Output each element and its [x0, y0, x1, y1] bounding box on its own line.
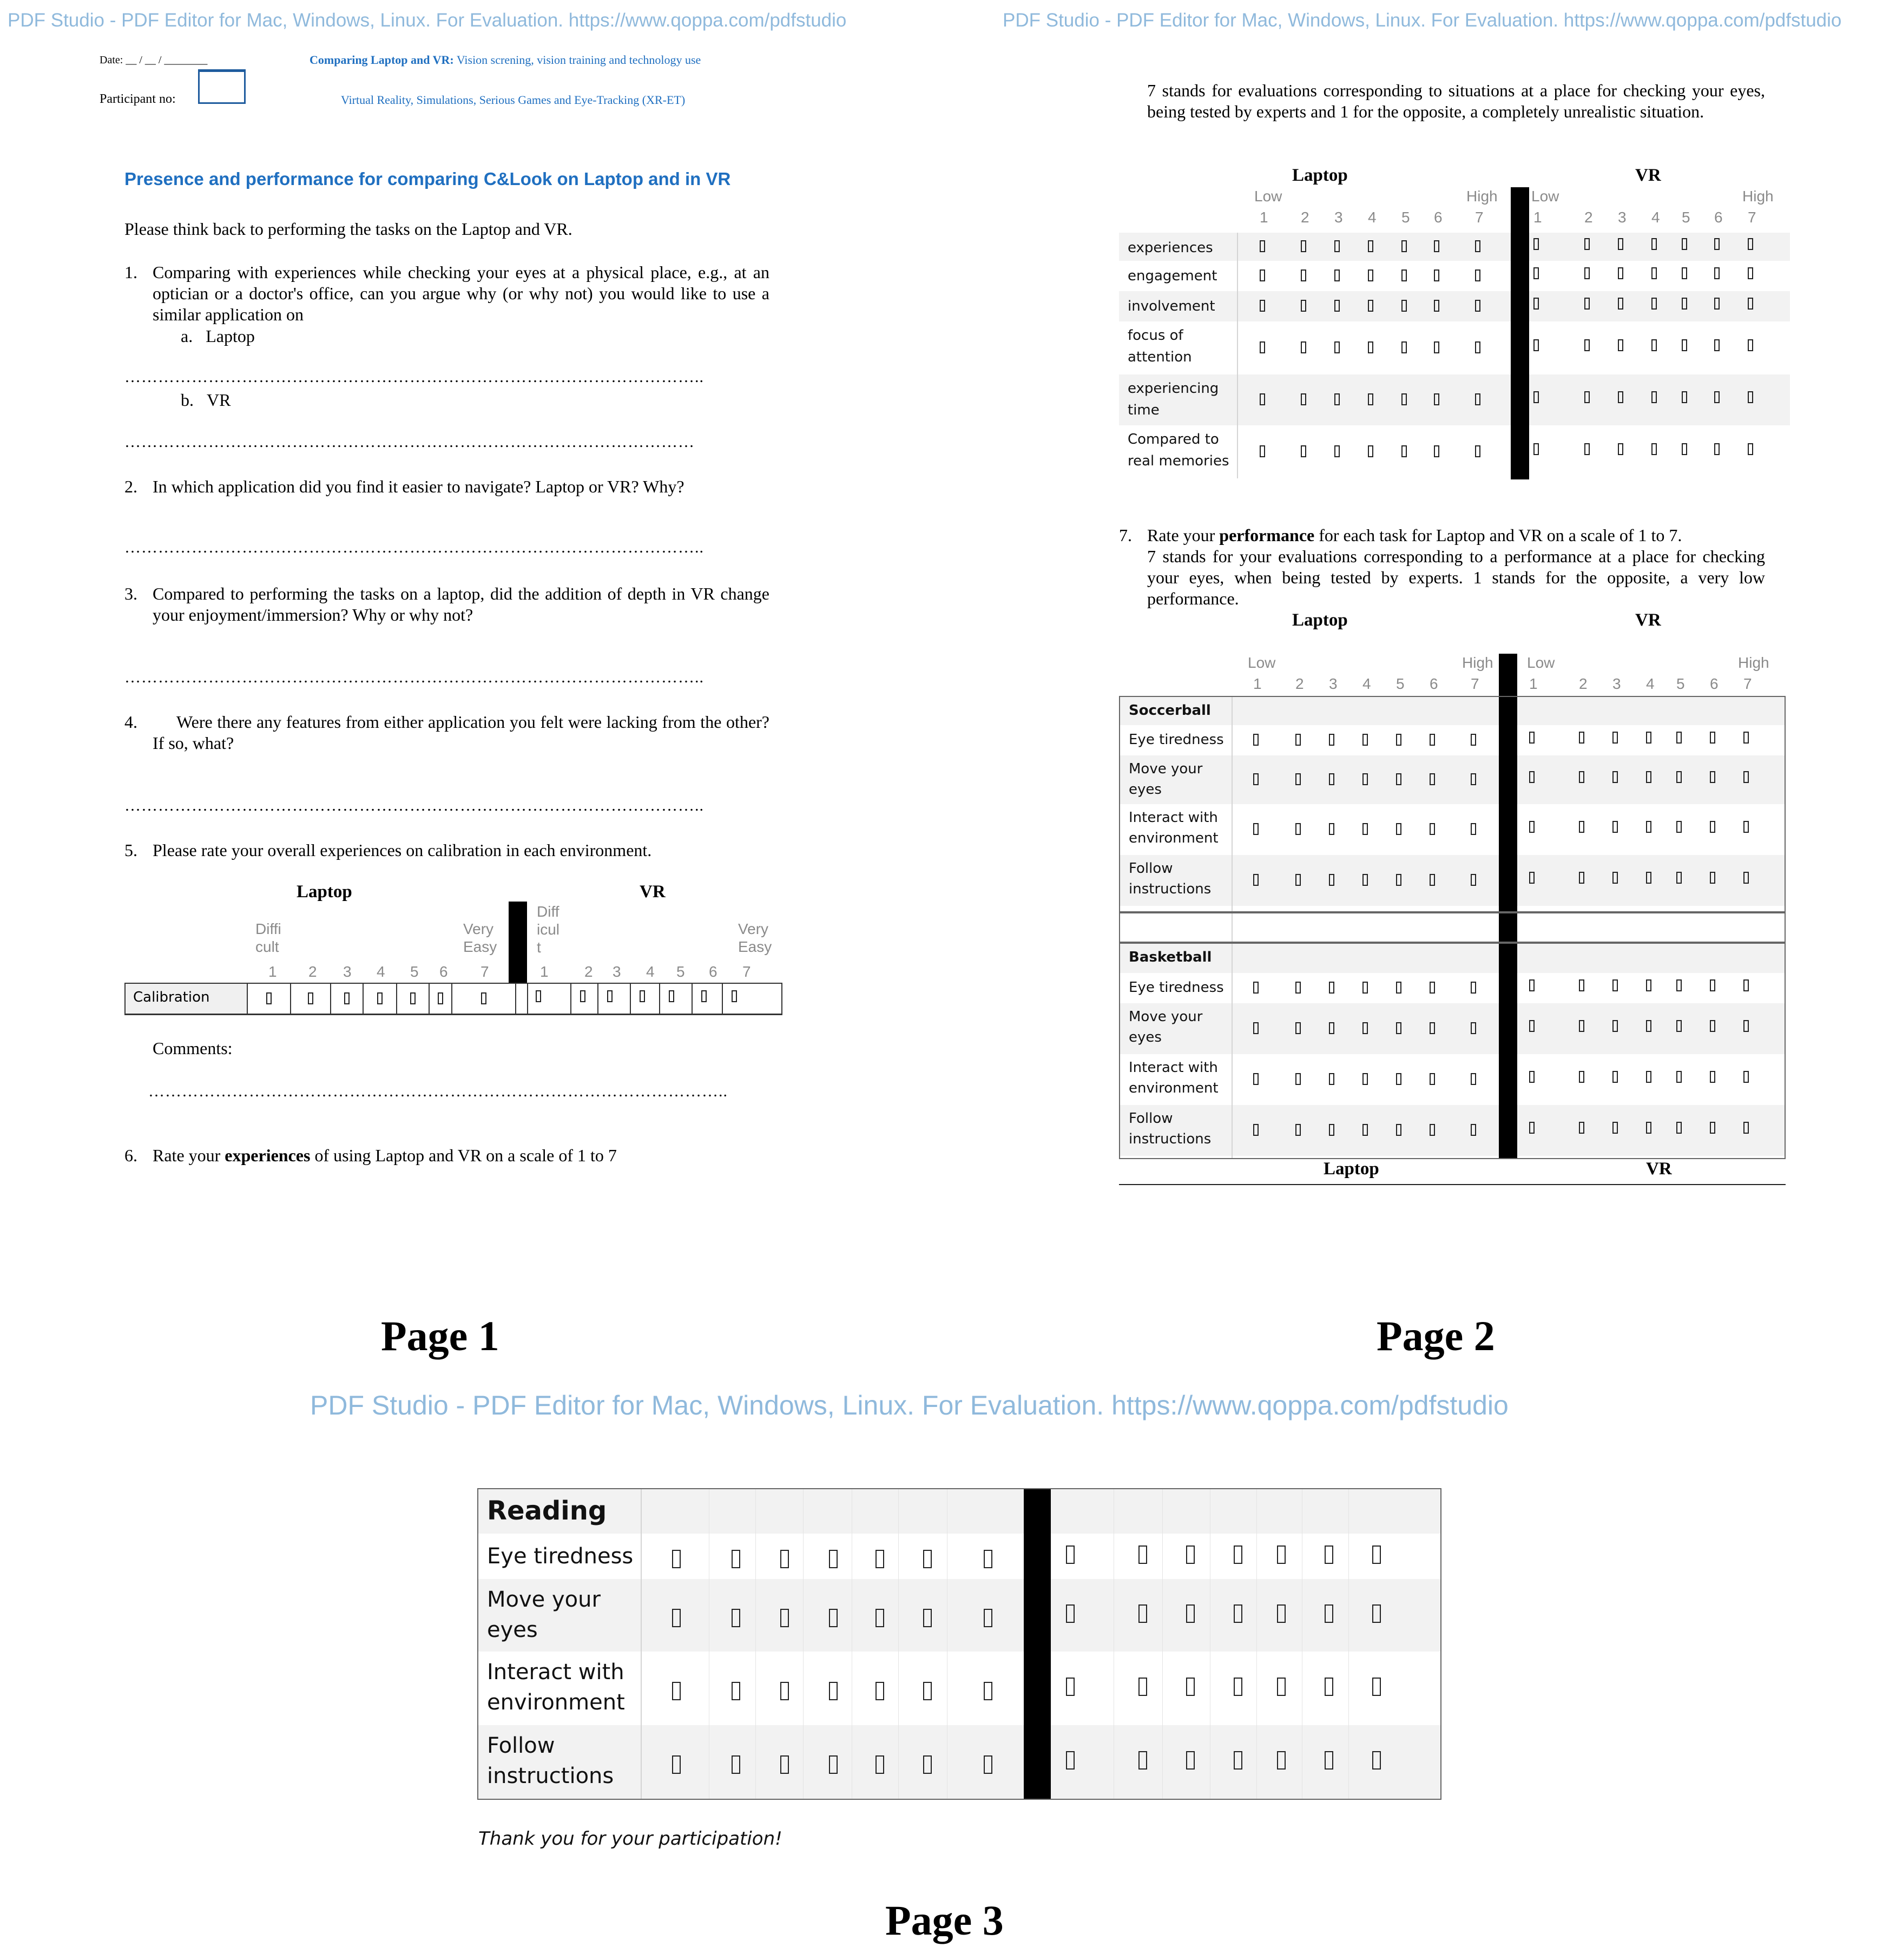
vr-low-label: Low — [1531, 188, 1559, 205]
question-3 — [124, 583, 769, 626]
checkbox-icon[interactable] — [1368, 393, 1373, 405]
calibration-laptop-cell[interactable] — [248, 984, 291, 1014]
vr-scale-1: 1 — [1529, 675, 1538, 692]
experience-laptop-heading: Laptop — [1292, 166, 1348, 185]
checkbox-icon[interactable] — [1618, 298, 1623, 310]
laptop-scale-4: 4 — [1362, 675, 1371, 692]
calibration-vr-cell[interactable] — [723, 984, 782, 1014]
performance-footer-vr: VR — [1646, 1159, 1672, 1179]
vr-high-label: High — [1738, 654, 1769, 671]
question-4 — [124, 712, 769, 754]
task-row-label: Eye tiredness — [1129, 979, 1224, 996]
checkbox-icon[interactable] — [410, 992, 416, 1004]
participant-label: Participant no: — [100, 92, 176, 106]
vr-scale-3: 3 — [1612, 675, 1621, 692]
checkbox-icon[interactable] — [669, 990, 674, 1002]
question-1b — [181, 390, 231, 411]
checkbox-icon[interactable] — [1475, 445, 1480, 457]
laptop-scale-5: 5 — [410, 963, 419, 980]
task-row-label: Move your eyes — [1129, 1009, 1203, 1045]
group-heading: Basketball — [1129, 949, 1212, 965]
question-1 — [124, 262, 769, 325]
checkbox-icon[interactable] — [1334, 240, 1340, 252]
checkbox-icon[interactable] — [1533, 238, 1539, 250]
answer-line-2[interactable]: ………………………………………………………………………………………….. — [124, 538, 704, 556]
question-text: Comparing with experiences while checking your eyes at a physical place, e.g., at an optician or a doctor's office, can you argue why (or why not) you would like to use a similar application on — [153, 262, 769, 324]
question-number: 3. — [124, 584, 137, 603]
watermark-page1: PDF Studio - PDF Editor for Mac, Windows, Linux. For Evaluation. https://www.qoppa.com/pdfstudio — [8, 10, 847, 31]
task-row-label: Interact with environment — [1129, 810, 1219, 846]
vr-scale-2: 2 — [1579, 675, 1588, 692]
task-row-label: Follow instructions — [1129, 1110, 1212, 1147]
checkbox-icon[interactable] — [1682, 443, 1687, 455]
calibration-vr-cell[interactable] — [598, 984, 631, 1014]
question-text: Please rate your overall experiences on calibration in each environment. — [153, 840, 652, 860]
laptop-low-label: Diffi cult — [255, 920, 281, 955]
vr-scale-4: 4 — [646, 963, 655, 980]
question-number: 4. — [124, 712, 137, 732]
laptop-low-label: Low — [1248, 654, 1276, 671]
watermark-page3: PDF Studio - PDF Editor for Mac, Windows, Linux. For Evaluation. https://www.qoppa.com/pdfstudio — [310, 1390, 1509, 1420]
calibration-table — [124, 983, 782, 1015]
vr-low-label: Low — [1527, 654, 1555, 671]
laptop-scale-4: 4 — [377, 963, 385, 980]
question-7-detail: 7 stands for your evaluations corresponding to a performance at a place for checking your eyes, when being tested by experts. 1 stands for the opposite, a very low performance. — [1147, 547, 1765, 608]
performance-footer-line — [1119, 1184, 1786, 1185]
sub-text: Laptop — [206, 326, 255, 346]
checkbox-icon[interactable] — [1651, 238, 1657, 250]
checkbox-icon[interactable] — [1584, 298, 1590, 310]
laptop-scale-3: 3 — [1329, 675, 1338, 692]
question-7 — [1119, 525, 1765, 609]
table-border — [1119, 912, 1786, 943]
vr-scale-6: 6 — [1714, 209, 1723, 226]
checkbox-icon[interactable] — [1748, 391, 1753, 403]
checkbox-icon[interactable] — [701, 990, 707, 1002]
page-2-label: Page 2 — [1377, 1312, 1495, 1359]
thanks-text: Thank you for your participation! — [478, 1828, 782, 1850]
checkbox-icon[interactable] — [1475, 240, 1480, 252]
watermark-page2: PDF Studio - PDF Editor for Mac, Windows, Linux. For Evaluation. https://www.qoppa.com/pdfstudio — [1003, 10, 1842, 31]
laptop-vr-separator — [1511, 187, 1529, 479]
checkbox-icon[interactable] — [438, 992, 443, 1004]
vr-scale-7: 7 — [742, 963, 751, 980]
answer-line-4[interactable]: ………………………………………………………………………………………….. — [124, 797, 704, 814]
checkbox-icon[interactable] — [1533, 443, 1539, 455]
question-number: 1. — [124, 262, 137, 282]
answer-line-1a[interactable]: ………………………………………………………………………………………….. — [124, 368, 704, 386]
checkbox-icon[interactable] — [1301, 341, 1306, 353]
checkbox-icon[interactable] — [1682, 298, 1687, 310]
checkbox-icon[interactable] — [1334, 341, 1340, 353]
checkbox-icon[interactable] — [1714, 238, 1720, 250]
task-row-label: Follow instructions — [487, 1733, 614, 1788]
checkbox-icon[interactable] — [1584, 391, 1590, 403]
experience-row-label: Compared to real memories — [1128, 431, 1229, 469]
question-1a — [181, 326, 255, 347]
checkbox-icon[interactable] — [1748, 339, 1753, 351]
laptop-high-label: Very Easy — [463, 920, 497, 955]
checkbox-icon[interactable] — [1748, 267, 1753, 279]
question-6-continued: 7 stands for evaluations corresponding to situations at a place for checking your eyes, being tested by experts and 1 for the opposite, a completely unrealistic situation. — [1147, 81, 1765, 121]
checkbox-icon[interactable] — [536, 990, 541, 1002]
performance-laptop-heading: Laptop — [1292, 610, 1348, 630]
calibration-vr-heading: VR — [640, 882, 666, 902]
laptop-scale-6: 6 — [439, 963, 448, 980]
checkbox-icon[interactable] — [1748, 443, 1753, 455]
checkbox-icon[interactable] — [481, 992, 486, 1004]
vr-scale-5: 5 — [676, 963, 685, 980]
laptop-high-label: High — [1462, 654, 1493, 671]
sub-number: a. — [181, 326, 193, 346]
checkbox-icon[interactable] — [1368, 240, 1373, 252]
question-6 — [124, 1145, 769, 1166]
laptop-scale-7: 7 — [1475, 209, 1484, 226]
checkbox-icon[interactable] — [1368, 445, 1373, 457]
checkbox-icon[interactable] — [308, 992, 313, 1004]
calibration-row-label: Calibration — [133, 989, 210, 1005]
question-number: 6. — [124, 1146, 137, 1165]
checkbox-icon[interactable] — [1301, 393, 1306, 405]
checkbox-icon[interactable] — [1434, 300, 1439, 312]
laptop-scale-3: 3 — [343, 963, 352, 980]
question-text: Were there any features from either application you felt were lacking from the other? If so, what? — [153, 712, 769, 753]
checkbox-icon[interactable] — [1682, 391, 1687, 403]
table-border — [1119, 696, 1786, 912]
page-title: Presence and performance for comparing C&Look on Laptop and in VR — [124, 169, 731, 189]
checkbox-icon[interactable] — [1584, 443, 1590, 455]
q7-text-pre: Rate your — [1147, 525, 1215, 545]
calibration-separator — [509, 902, 527, 983]
question-number: 7. — [1119, 525, 1132, 545]
vr-scale-6: 6 — [709, 963, 717, 980]
checkbox-icon[interactable] — [1584, 339, 1590, 351]
checkbox-icon[interactable] — [1651, 391, 1657, 403]
checkbox-icon[interactable] — [1533, 339, 1539, 351]
question-text: Compared to performing the tasks on a laptop, did the addition of depth in VR change your enjoyment/immersion? Why or why not? — [153, 584, 769, 624]
task-row-label: Interact with environment — [1129, 1060, 1219, 1096]
page-1-label: Page 1 — [381, 1312, 499, 1359]
laptop-scale-5: 5 — [1396, 675, 1405, 692]
question-text — [153, 1145, 769, 1166]
header-title-rest: Vision screning, vision training and technology use — [456, 53, 701, 67]
laptop-scale-2: 2 — [308, 963, 317, 980]
checkbox-icon[interactable] — [1651, 443, 1657, 455]
sub-text: VR — [207, 390, 231, 410]
vr-scale-3: 3 — [613, 963, 621, 980]
vr-scale-1: 1 — [1533, 209, 1542, 226]
q7-text-post: for each task for Laptop and VR on a scale of 1 to 7. — [1319, 525, 1682, 545]
question-text — [1147, 525, 1765, 546]
task-row-label: Interact with environment — [487, 1660, 625, 1715]
vr-scale-2: 2 — [584, 963, 593, 980]
checkbox-icon[interactable] — [1434, 393, 1439, 405]
checkbox-icon[interactable] — [1260, 269, 1265, 281]
checkbox-icon[interactable] — [1475, 269, 1480, 281]
vr-scale-5: 5 — [1682, 209, 1690, 226]
calibration-vr-cell[interactable] — [693, 984, 723, 1014]
checkbox-icon[interactable] — [1584, 238, 1590, 250]
header-subtitle: Virtual Reality, Simulations, Serious Games and Eye-Tracking (XR-ET) — [341, 93, 686, 107]
laptop-scale-1: 1 — [268, 963, 277, 980]
comments-label: Comments: — [153, 1038, 233, 1058]
header-title — [310, 53, 701, 67]
vr-scale-6: 6 — [1710, 675, 1719, 692]
vr-high-label: High — [1742, 188, 1774, 205]
checkbox-icon[interactable] — [1682, 339, 1687, 351]
checkbox-icon[interactable] — [1475, 341, 1480, 353]
task-row-label: Eye tiredness — [487, 1544, 634, 1569]
sub-number: b. — [181, 390, 194, 410]
experience-vr-heading: VR — [1635, 166, 1661, 185]
calibration-laptop-cell[interactable] — [430, 984, 452, 1014]
checkbox-icon[interactable] — [1401, 240, 1407, 252]
experience-row-label: engagement — [1128, 268, 1217, 284]
checkbox-icon[interactable] — [1748, 238, 1753, 250]
checkbox-icon[interactable] — [1301, 445, 1306, 457]
q6-text-bold: experiences — [225, 1146, 311, 1165]
laptop-low-label: Low — [1254, 188, 1282, 205]
checkbox-icon[interactable] — [344, 992, 350, 1004]
checkbox-icon[interactable] — [1651, 339, 1657, 351]
checkbox-icon[interactable] — [1401, 300, 1407, 312]
calibration-laptop-heading: Laptop — [297, 882, 352, 902]
vr-low-label: Diff icul t — [537, 903, 560, 956]
laptop-scale-1: 1 — [1260, 209, 1268, 226]
laptop-scale-5: 5 — [1401, 209, 1410, 226]
header-title-bold: Comparing Laptop and VR: — [310, 53, 454, 67]
task-row-label: Move your eyes — [1129, 761, 1203, 798]
calibration-laptop-cell[interactable] — [291, 984, 331, 1014]
group-heading: Soccerball — [1129, 702, 1211, 719]
checkbox-icon[interactable] — [1748, 298, 1753, 310]
checkbox-icon[interactable] — [1334, 445, 1340, 457]
checkbox-icon[interactable] — [580, 990, 585, 1002]
participant-number-field[interactable] — [198, 69, 246, 104]
checkbox-icon[interactable] — [732, 990, 737, 1002]
calibration-laptop-cell[interactable] — [452, 984, 516, 1014]
vr-scale-5: 5 — [1676, 675, 1685, 692]
date-label-text: Date: — [100, 54, 123, 66]
checkbox-icon[interactable] — [1618, 391, 1623, 403]
vr-scale-2: 2 — [1584, 209, 1593, 226]
q6-text-pre: Rate your — [153, 1146, 221, 1165]
table-border — [1119, 943, 1786, 1159]
checkbox-icon[interactable] — [1260, 341, 1265, 353]
checkbox-icon[interactable] — [1533, 267, 1539, 279]
laptop-scale-4: 4 — [1368, 209, 1377, 226]
checkbox-icon[interactable] — [1714, 391, 1720, 403]
calibration-vr-cell[interactable] — [571, 984, 598, 1014]
checkbox-icon[interactable] — [1714, 443, 1720, 455]
checkbox-icon[interactable] — [1401, 269, 1407, 281]
checkbox-icon[interactable] — [1584, 267, 1590, 279]
checkbox-icon[interactable] — [1475, 393, 1480, 405]
checkbox-icon[interactable] — [1334, 393, 1340, 405]
checkbox-icon[interactable] — [1618, 238, 1623, 250]
checkbox-icon[interactable] — [1401, 341, 1407, 353]
experience-row-label: experiencing time — [1128, 380, 1219, 418]
laptop-scale-2: 2 — [1295, 675, 1304, 692]
experience-row-label: involvement — [1128, 298, 1215, 314]
laptop-scale-6: 6 — [1434, 209, 1443, 226]
checkbox-icon[interactable] — [1682, 267, 1687, 279]
vr-scale-7: 7 — [1743, 675, 1752, 692]
laptop-scale-7: 7 — [1471, 675, 1479, 692]
vr-scale-1: 1 — [540, 963, 549, 980]
calibration-laptop-cell[interactable] — [364, 984, 397, 1014]
group-heading: Reading — [487, 1496, 607, 1526]
checkbox-icon[interactable] — [1301, 300, 1306, 312]
checkbox-icon[interactable] — [1533, 298, 1539, 310]
calibration-vr-cell[interactable] — [528, 984, 571, 1014]
checkbox-icon[interactable] — [1260, 240, 1265, 252]
checkbox-icon[interactable] — [1401, 393, 1407, 405]
checkbox-icon[interactable] — [1618, 267, 1623, 279]
laptop-scale-2: 2 — [1301, 209, 1309, 226]
checkbox-icon[interactable] — [1714, 267, 1720, 279]
checkbox-icon[interactable] — [1368, 269, 1373, 281]
laptop-scale-7: 7 — [480, 963, 489, 980]
vr-scale-3: 3 — [1618, 209, 1627, 226]
question-number: 5. — [124, 840, 137, 860]
checkbox-icon[interactable] — [1651, 267, 1657, 279]
label-column-divider — [1237, 233, 1238, 478]
vr-scale-4: 4 — [1646, 675, 1655, 692]
date-value[interactable]: __ / __ / ________ — [126, 54, 208, 66]
checkbox-icon[interactable] — [1260, 393, 1265, 405]
checkbox-icon[interactable] — [1368, 341, 1373, 353]
task-row-label: Move your eyes — [487, 1587, 601, 1642]
comments-answer-line[interactable]: ………………………………………………………………………………………….. — [148, 1082, 728, 1100]
date-label — [100, 54, 207, 67]
task-row-label: Eye tiredness — [1129, 732, 1224, 748]
checkbox-icon[interactable] — [1401, 445, 1407, 457]
experience-row-label: experiences — [1128, 240, 1213, 256]
table-border — [477, 1488, 1441, 1800]
laptop-scale-1: 1 — [1253, 675, 1262, 692]
vr-high-label: Very Easy — [738, 920, 772, 955]
checkbox-icon[interactable] — [1260, 300, 1265, 312]
checkbox-icon[interactable] — [1301, 269, 1306, 281]
calibration-laptop-cell[interactable] — [331, 984, 364, 1014]
checkbox-icon[interactable] — [1434, 445, 1439, 457]
calibration-vr-cell[interactable] — [660, 984, 693, 1014]
intro-text: Please think back to performing the tasks on the Laptop and VR. — [124, 219, 572, 239]
checkbox-icon[interactable] — [640, 990, 645, 1002]
vr-scale-4: 4 — [1651, 209, 1660, 226]
checkbox-icon[interactable] — [1434, 240, 1439, 252]
checkbox-icon[interactable] — [1334, 269, 1340, 281]
checkbox-icon[interactable] — [1434, 341, 1439, 353]
performance-vr-heading: VR — [1635, 610, 1661, 630]
checkbox-icon[interactable] — [1475, 300, 1480, 312]
checkbox-icon[interactable] — [1618, 339, 1623, 351]
answer-line-1b[interactable]: ………………………………………………………………………………………… — [124, 433, 695, 451]
experience-row-label: focus of attention — [1128, 327, 1192, 365]
checkbox-icon[interactable] — [1714, 298, 1720, 310]
checkbox-icon[interactable] — [1533, 391, 1539, 403]
calibration-gap-cell — [516, 984, 528, 1014]
answer-line-3[interactable]: ………………………………………………………………………………………….. — [124, 668, 704, 686]
checkbox-icon[interactable] — [1368, 300, 1373, 312]
calibration-vr-cell[interactable] — [631, 984, 660, 1014]
laptop-high-label: High — [1466, 188, 1498, 205]
q6-text-post: of using Laptop and VR on a scale of 1 to 7 — [314, 1146, 617, 1165]
checkbox-icon[interactable] — [1651, 298, 1657, 310]
calibration-laptop-cell[interactable] — [397, 984, 430, 1014]
checkbox-icon[interactable] — [1301, 240, 1306, 252]
task-row-label: Follow instructions — [1129, 860, 1212, 897]
checkbox-icon[interactable] — [1260, 445, 1265, 457]
checkbox-icon[interactable] — [1434, 269, 1439, 281]
laptop-scale-6: 6 — [1430, 675, 1438, 692]
checkbox-icon[interactable] — [266, 992, 272, 1004]
checkbox-icon[interactable] — [1334, 300, 1340, 312]
checkbox-icon[interactable] — [1682, 238, 1687, 250]
checkbox-icon[interactable] — [607, 990, 613, 1002]
laptop-scale-3: 3 — [1334, 209, 1343, 226]
vr-scale-7: 7 — [1748, 209, 1756, 226]
question-5 — [124, 840, 769, 861]
performance-footer-laptop: Laptop — [1324, 1159, 1379, 1179]
question-2 — [124, 476, 769, 497]
checkbox-icon[interactable] — [1714, 339, 1720, 351]
question-text: In which application did you find it easier to navigate? Laptop or VR? Why? — [153, 477, 684, 496]
question-number: 2. — [124, 477, 137, 496]
checkbox-icon[interactable] — [377, 992, 383, 1004]
checkbox-icon[interactable] — [1618, 443, 1623, 455]
page-3-label: Page 3 — [885, 1897, 1004, 1944]
q7-text-bold: performance — [1219, 525, 1315, 545]
